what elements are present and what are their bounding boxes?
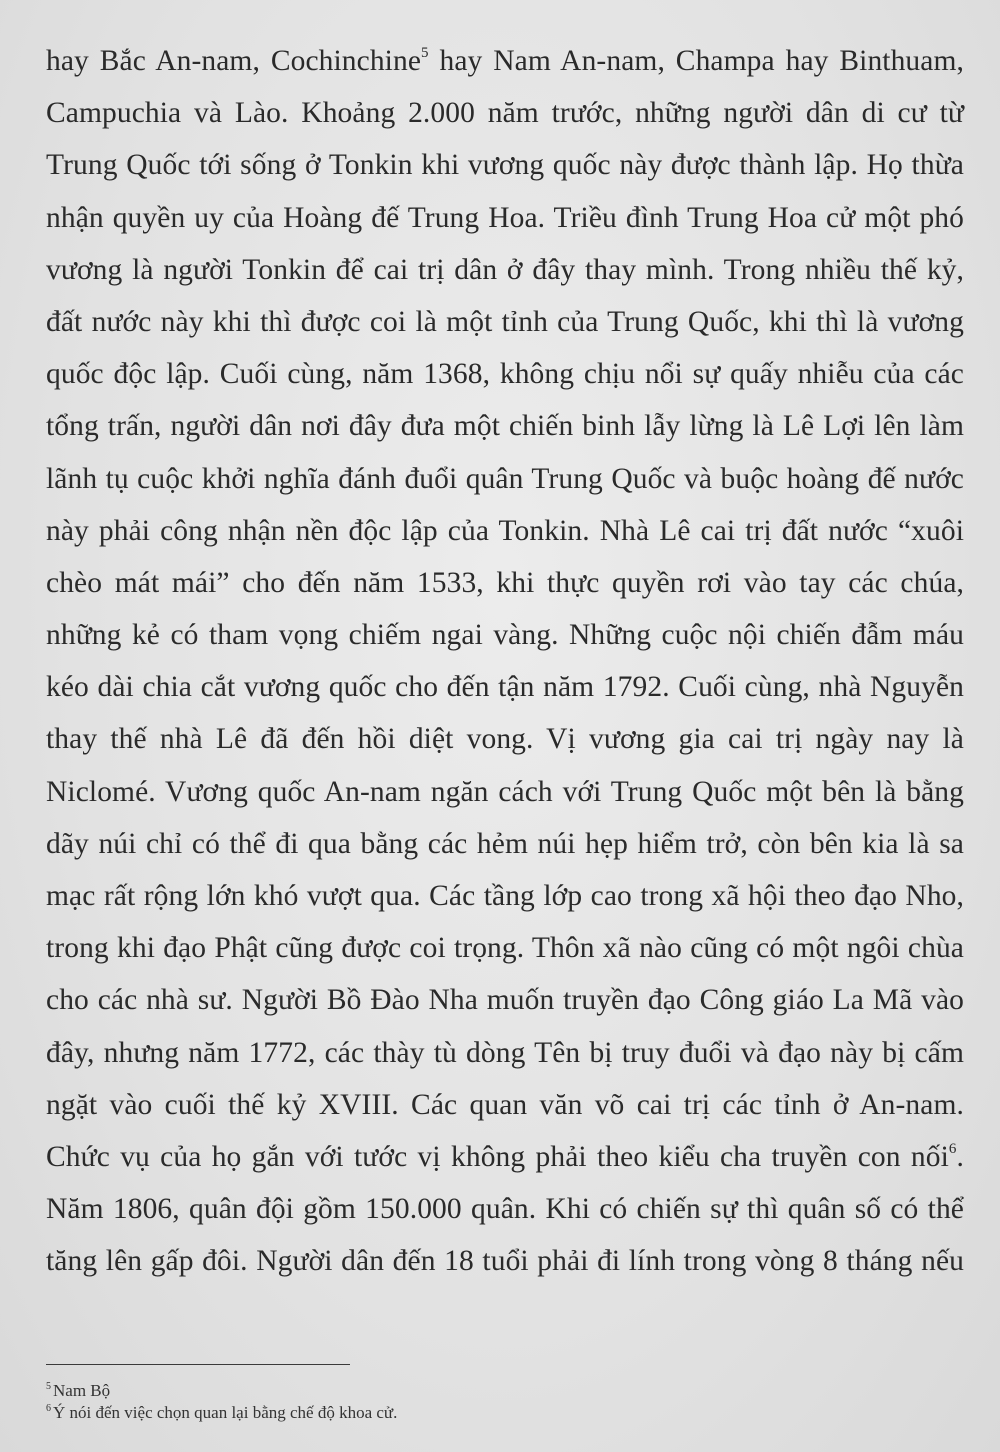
text-line <box>46 821 964 873</box>
footnote-marker: 6 <box>46 1403 51 1414</box>
text-line <box>46 1082 964 1134</box>
text-line <box>46 716 964 768</box>
text-run: Trung Quốc tới sống ở Tonkin khi vương quốc này được thành lập. Họ thừa <box>46 149 964 182</box>
text-run: những kẻ có tham vọng chiếm ngai vàng. Những cuộc nội chiến đẫm máu <box>46 619 964 652</box>
text-run: thay thế nhà Lê đã đến hồi diệt vong. Vị vương gia cai trị ngày nay là <box>46 723 964 756</box>
text-run: hay Nam An-nam, Champa hay Binthuam, <box>428 45 964 77</box>
text-run: kéo dài chia cắt vương quốc cho đến tận năm 1792. Cuối cùng, nhà Nguyễn <box>46 671 964 704</box>
text-run: dãy núi chỉ có thể đi qua bằng các hẻm núi hẹp hiểm trở, còn bên kia là sa <box>46 827 964 860</box>
text-run: . <box>956 1140 964 1173</box>
text-line <box>46 403 964 455</box>
footnote-reference: 5 <box>421 45 429 61</box>
text-line <box>46 456 964 508</box>
text-run: quốc độc lập. Cuối cùng, năm 1368, không chịu nổi sự quấy nhiễu của các <box>46 358 964 391</box>
text-line <box>46 142 964 194</box>
footnote-text: Ý nói đến việc chọn quan lại bằng chế độ khoa cử. <box>53 1403 398 1422</box>
text-run: mạc rất rộng lớn khó vượt qua. Các tầng lớp cao trong xã hội theo đạo Nho, <box>46 880 964 912</box>
text-run: tăng lên gấp đôi. Người dân đến 18 tuổi phải đi lính trong vòng 8 tháng nếu <box>46 1245 964 1278</box>
text-line <box>46 769 964 821</box>
footnotes <box>46 1380 946 1424</box>
text-run: nhận quyền uy của Hoàng đế Trung Hoa. Triều đình Trung Hoa cử một phó <box>46 201 964 234</box>
footnote-text: Nam Bộ <box>53 1381 111 1400</box>
text-line <box>46 90 964 142</box>
text-run: Niclomé. Vương quốc An-nam ngăn cách với Trung Quốc một bên là bằng <box>46 775 964 808</box>
text-run: chèo mát mái” cho đến năm 1533, khi thực quyền rơi vào tay các chúa, <box>46 566 964 599</box>
text-line <box>46 977 964 1029</box>
text-line <box>46 195 964 247</box>
footnote-marker: 5 <box>46 1381 51 1392</box>
text-run: Campuchia và Lào. Khoảng 2.000 năm trước, những người dân di cư từ <box>46 97 964 130</box>
text-run: Năm 1806, quân đội gồm 150.000 quân. Khi có chiến sự thì quân số có thể <box>46 1193 964 1226</box>
text-line <box>46 925 964 977</box>
text-line <box>46 299 964 351</box>
text-run: cho các nhà sư. Người Bồ Đào Nha muốn truyền đạo Công giáo La Mã vào <box>46 984 964 1017</box>
text-run: Chức vụ của họ gắn với tước vị không phải theo kiểu cha truyền con nối <box>46 1140 949 1173</box>
text-line <box>46 873 964 925</box>
text-run: vương là người Tonkin để cai trị dân ở đây thay mình. Trong nhiều thế kỷ, <box>46 253 964 286</box>
text-run: đây, nhưng năm 1772, các thày tù dòng Tên bị truy đuổi và đạo này bị cấm <box>46 1036 964 1069</box>
text-line <box>46 560 964 612</box>
text-line <box>46 1238 964 1290</box>
text-line <box>46 247 964 299</box>
footnote-6 <box>46 1402 946 1424</box>
text-line <box>46 351 964 403</box>
text-line <box>46 664 964 716</box>
text-run: trong khi đạo Phật cũng được coi trọng. Thôn xã nào cũng có một ngôi chùa <box>46 932 964 965</box>
text-run: này phải công nhận nền độc lập của Tonkin. Nhà Lê cai trị đất nước “xuôi <box>46 514 964 547</box>
text-line <box>46 508 964 560</box>
footnote-reference: 6 <box>948 1140 957 1157</box>
text-run: lãnh tụ cuộc khởi nghĩa đánh đuổi quân Trung Quốc và buộc hoàng đế nước <box>46 462 964 495</box>
text-line <box>46 1134 964 1186</box>
text-line <box>46 1030 964 1082</box>
text-run: ngặt vào cuối thế kỷ XVIII. Các quan văn võ cai trị các tỉnh ở An-nam. <box>46 1088 964 1121</box>
text-line <box>46 38 964 90</box>
text-run: hay Bắc An-nam, Cochinchine <box>46 45 422 77</box>
text-run: đất nước này khi thì được coi là một tỉnh của Trung Quốc, khi thì là vương <box>46 305 964 338</box>
body-text <box>46 38 964 1291</box>
footnote-divider <box>46 1364 350 1365</box>
text-line <box>46 612 964 664</box>
text-line <box>46 1186 964 1238</box>
footnote-5 <box>46 1380 946 1402</box>
text-run: tổng trấn, người dân nơi đây đưa một chiến binh lẫy lừng là Lê Lợi lên làm <box>46 410 964 443</box>
